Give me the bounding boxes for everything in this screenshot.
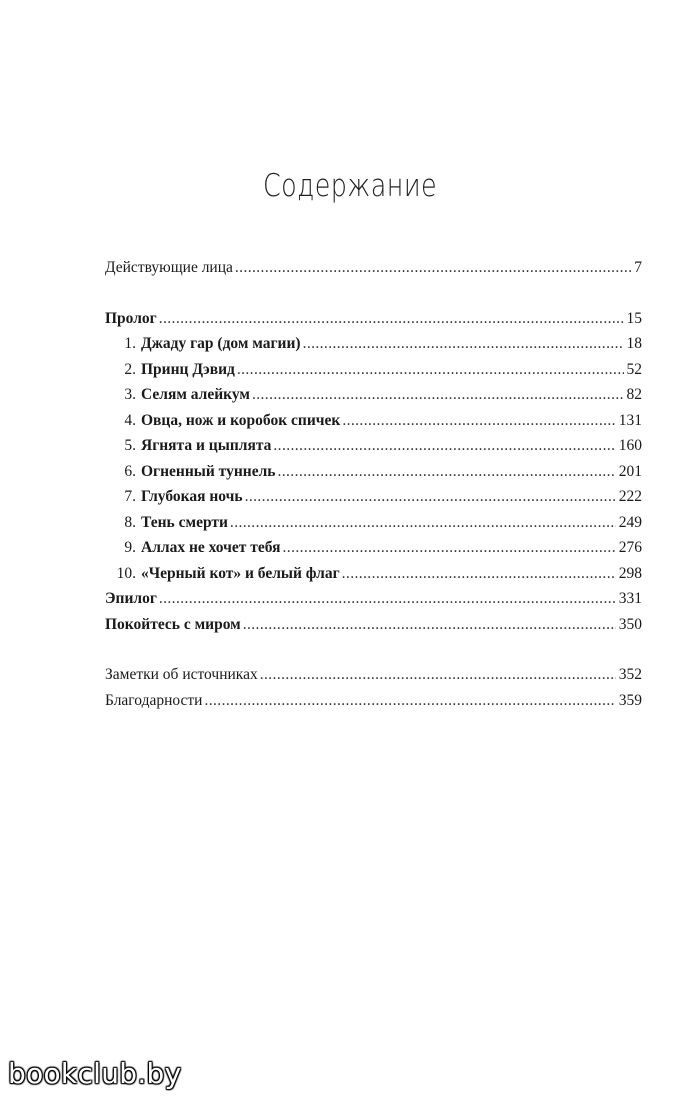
chapter-number: 9. xyxy=(124,539,136,556)
toc-page-number: 7 xyxy=(634,259,642,276)
dot-leader xyxy=(204,688,615,714)
toc-page-number: 160 xyxy=(618,437,642,454)
toc-entry-label: «Черный кот» и белый флаг xyxy=(141,564,340,582)
chapter-number: 5. xyxy=(124,437,136,454)
toc-entry[interactable] xyxy=(105,612,642,638)
dot-leader xyxy=(342,408,615,434)
toc-entry-title xyxy=(105,510,228,536)
toc-entry[interactable] xyxy=(105,510,642,536)
toc-entry-label: Пролог xyxy=(105,309,157,327)
chapter-number: 8. xyxy=(124,513,136,531)
toc-entry[interactable] xyxy=(105,561,642,587)
toc-entry-label: Благодарности xyxy=(105,691,203,709)
toc-entry-title xyxy=(105,535,281,561)
toc-entry-title xyxy=(105,255,233,281)
section-gap xyxy=(105,281,642,306)
section-gap xyxy=(105,637,642,662)
dot-leader xyxy=(230,510,616,536)
toc-entry-label: Покойтесь с миром xyxy=(105,615,241,633)
toc-entry-title xyxy=(105,662,258,688)
toc-page-number: 359 xyxy=(618,691,642,709)
chapter-number: 6. xyxy=(124,462,136,480)
watermark: bookclub.by xyxy=(8,1057,182,1090)
chapter-number: 10. xyxy=(116,564,136,582)
toc-entry-title xyxy=(105,382,250,408)
dot-leader xyxy=(243,612,616,638)
toc-entry-title xyxy=(105,408,340,434)
toc-entry-label: Аллах не хочет тебя xyxy=(141,539,281,556)
toc-entry-title xyxy=(105,357,235,383)
chapter-number: 1. xyxy=(124,335,136,352)
toc-page-number: 276 xyxy=(618,539,642,556)
chapter-number: 2. xyxy=(124,360,136,378)
chapter-number: 7. xyxy=(124,488,136,505)
toc-page-number: 352 xyxy=(618,666,642,683)
toc-page-number: 331 xyxy=(618,590,642,607)
toc-entry[interactable] xyxy=(105,408,642,434)
toc-entry-label: Тень смерти xyxy=(141,513,228,531)
dot-leader xyxy=(159,586,616,612)
toc-entry[interactable] xyxy=(105,382,642,408)
page-title: Содержание xyxy=(262,168,438,204)
dot-leader xyxy=(245,484,616,510)
dot-leader xyxy=(283,535,616,561)
dot-leader xyxy=(273,433,615,459)
toc-entry-title xyxy=(105,459,275,485)
toc-entry-title xyxy=(105,306,157,332)
toc-page-number: 298 xyxy=(618,564,642,582)
toc-entry-title xyxy=(105,612,241,638)
toc-page-number: 249 xyxy=(618,513,642,531)
toc-entry[interactable] xyxy=(105,459,642,485)
toc-entry-label: Огненный туннель xyxy=(141,462,276,480)
toc-entry-title xyxy=(105,484,243,510)
toc-page-number: 15 xyxy=(626,309,642,327)
dot-leader xyxy=(235,255,631,281)
toc-entry[interactable] xyxy=(105,535,642,561)
toc-entry-label: Ягнята и цыплята xyxy=(141,437,272,454)
dot-leader xyxy=(159,306,624,332)
chapter-number: 4. xyxy=(124,411,136,429)
dot-leader xyxy=(252,382,624,408)
table-of-contents xyxy=(105,255,642,713)
toc-page-number: 131 xyxy=(618,411,642,429)
toc-page-number: 52 xyxy=(626,360,642,378)
toc-entry-label: Эпилог xyxy=(105,590,157,607)
toc-page-number: 350 xyxy=(618,615,642,633)
toc-page-number: 82 xyxy=(626,386,642,403)
dot-leader xyxy=(342,561,616,587)
toc-entry[interactable] xyxy=(105,688,642,714)
toc-entry-title xyxy=(105,688,202,714)
toc-entry-title xyxy=(105,433,271,459)
toc-entry-label: Овца, нож и коробок спичек xyxy=(141,411,341,429)
toc-entry-title xyxy=(105,331,301,357)
toc-entry[interactable] xyxy=(105,306,642,332)
toc-entry[interactable] xyxy=(105,484,642,510)
dot-leader xyxy=(277,459,615,485)
toc-entry-label: Заметки об источниках xyxy=(105,666,258,683)
dot-leader xyxy=(303,331,624,357)
toc-entry-label: Глубокая ночь xyxy=(141,488,243,505)
toc-page-number: 222 xyxy=(618,488,642,505)
dot-leader xyxy=(260,662,616,688)
toc-page-number: 201 xyxy=(618,462,642,480)
toc-entry-title xyxy=(105,586,157,612)
toc-entry[interactable] xyxy=(105,331,642,357)
toc-entry[interactable] xyxy=(105,255,642,281)
toc-page-number: 18 xyxy=(626,335,642,352)
toc-entry-label: Действующие лица xyxy=(105,259,233,276)
toc-entry-title xyxy=(105,561,340,587)
toc-entry-label: Принц Дэвид xyxy=(141,360,235,378)
toc-entry[interactable] xyxy=(105,357,642,383)
toc-entry[interactable] xyxy=(105,433,642,459)
toc-entry[interactable] xyxy=(105,586,642,612)
toc-entry-label: Джаду гар (дом магии) xyxy=(141,335,301,352)
toc-entry[interactable] xyxy=(105,662,642,688)
toc-entry-label: Селям алейкум xyxy=(141,386,250,403)
chapter-number: 3. xyxy=(124,386,136,403)
dot-leader xyxy=(237,357,624,383)
